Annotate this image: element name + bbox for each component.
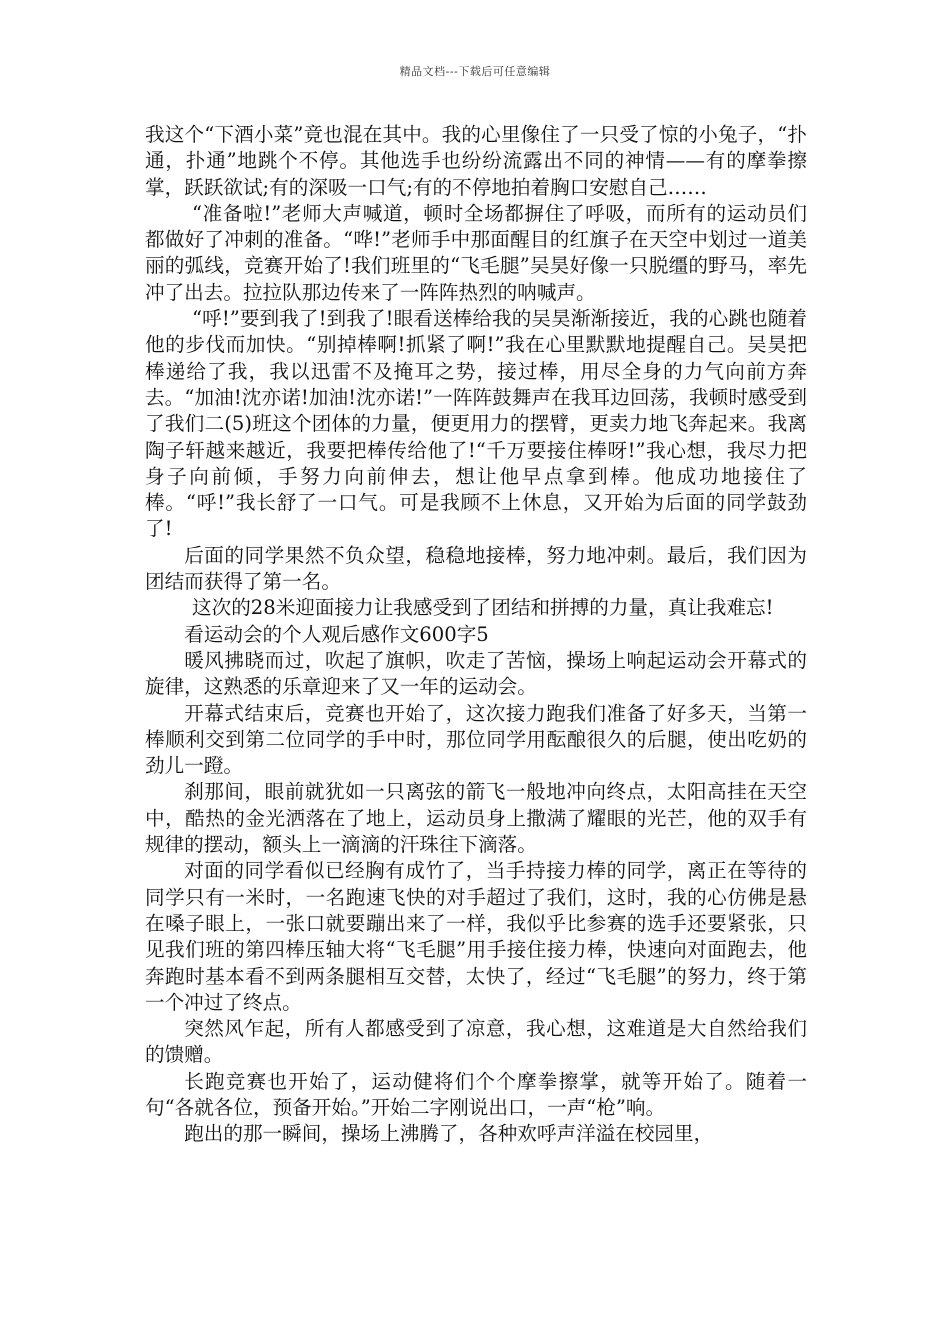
paragraph: 突然风乍起，所有人都感受到了凉意，我心想，这难道是大自然给我们的馈赠。	[145, 1017, 807, 1067]
page-header: 精品文档---下载后可任意编辑	[399, 65, 551, 78]
paragraph: 跑出的那一瞬间，操场上沸腾了，各种欢呼声洋溢在校园里，	[184, 1122, 714, 1146]
paragraph: 长跑竞赛也开始了，运动健将们个个摩拳擦掌，就等开始了。随着一句“各就各位，预备开始。”开始二字刚说出口，一声“枪”响。	[145, 1069, 807, 1119]
paragraph: “呼!”要到我了!到我了!眼看送棒给我的吴昊渐渐接近，我的心跳也随着他的步伐而加快。“别掉棒啊!抓紧了啊!”我在心里默默地提醒自己。吴昊把棒递给了我，我以迅雷不及掩耳之势，接过棒，用尽全身的力气向前方奔去。“加油!沈亦诺!加油!沈亦诺!”一阵阵鼓舞声在我耳边回荡，我顿时感受到了我们二(5)班这个团体的力量，便更用力的摆臂，更卖力地飞奔起来。我离陶子轩越来越近，我要把棒传给他了!“千万要接住棒呀!”我心想，我尽力把身子向前倾，手努力向前伸去，想让他早点拿到棒。他成功地接住了棒。“呼!”我长舒了一口气。可是我顾不上休息，又开始为后面的同学鼓劲了!	[145, 307, 807, 541]
paragraph: 开幕式结束后，竞赛也开始了，这次接力跑我们准备了好多天，当第一棒顺利交到第二位同学的手中时，那位同学用酝酿很久的后腿，使出吃奶的劲儿一蹬。	[145, 701, 807, 778]
paragraph: “准备啦!”老师大声喊道，顿时全场都摒住了呼吸，而所有的运动员们都做好了冲刺的准备。“哗!”老师手中那面醒目的红旗子在天空中划过一道美丽的弧线，竞赛开始了!我们班里的“飞毛腿”吴昊好像一只脱缰的野马，率先冲了出去。拉拉队那边传来了一阵阵热烈的呐喊声。	[145, 201, 807, 304]
paragraph: 这次的28米迎面接力让我感受到了团结和拼搏的力量，真让我难忘!	[192, 596, 774, 620]
paragraph: 暖风拂晓而过，吹起了旗帜，吹走了苦恼，操场上响起运动会开幕式的旋律，这熟悉的乐章迎来了又一年的运动会。	[145, 648, 807, 699]
section-title: 看运动会的个人观后感作文600字5	[184, 622, 489, 646]
paragraph: 后面的同学果然不负众望，稳稳地接棒，努力地冲刺。最后，我们因为团结而获得了第一名。	[145, 543, 807, 594]
paragraph: 刹那间，眼前就犹如一只离弦的箭飞一般地冲向终点，太阳高挂在天空中，酷热的金光洒落在了地上，运动员身上撒满了耀眼的光芒，他的双手有规律的摆动，额头上一滴滴的汗珠往下滴落。	[145, 780, 807, 857]
document-body	[145, 122, 807, 1148]
paragraph: 我这个“下酒小菜”竟也混在其中。我的心里像住了一只受了惊的小兔子，“扑通，扑通”地跳个不停。其他选手也纷纷流露出不同的神情——有的摩拳擦掌，跃跃欲试;有的深吸一口气;有的不停地拍着胸口安慰自己……	[145, 123, 807, 199]
paragraph: 对面的同学看似已经胸有成竹了，当手持接力棒的同学，离正在等待的同学只有一米时，一名跑速飞快的对手超过了我们，这时，我的心仿佛是悬在嗓子眼上，一张口就要蹦出来了一样，我似乎比参赛的选手还要紧张，只见我们班的第四棒压轴大将“飞毛腿”用手接住接力棒，快速向对面跑去，他奔跑时基本看不到两条腿相互交替，太快了，经过“飞毛腿”的努力，终于第一个冲过了终点。	[145, 859, 807, 1014]
